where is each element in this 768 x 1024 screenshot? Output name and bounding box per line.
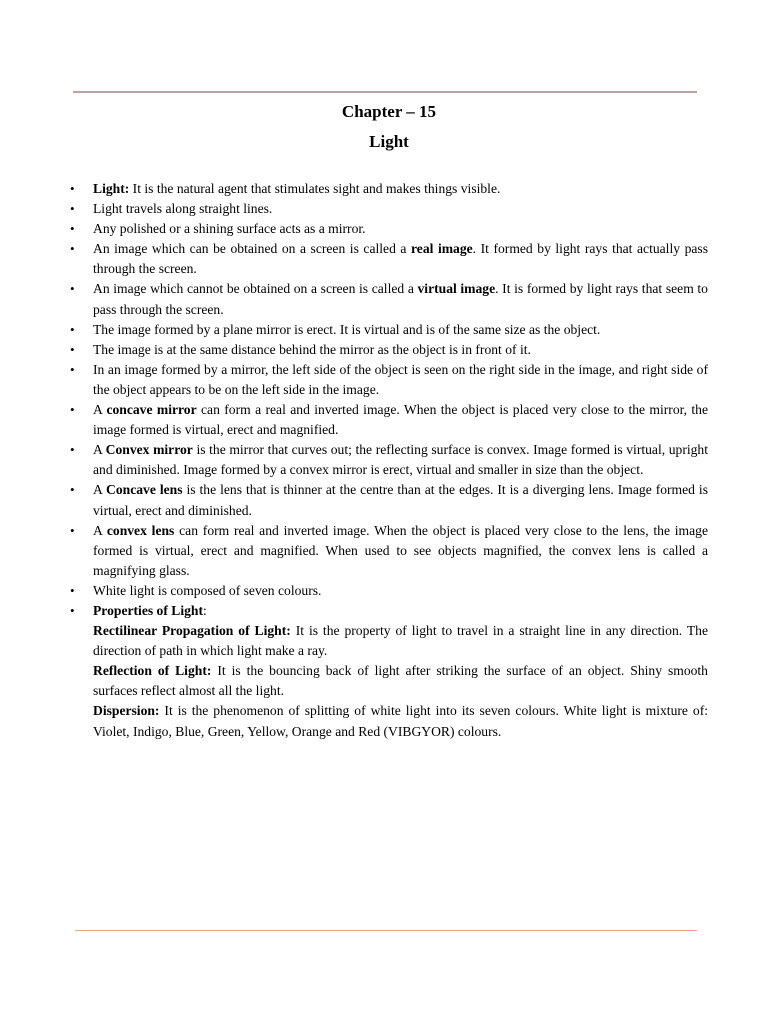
list-item [70, 239, 708, 279]
list-item-text [93, 342, 531, 357]
bold-term: Properties of Light [93, 602, 203, 618]
property-paragraph [93, 661, 708, 701]
text-run: . It formed by light rays that actually pass through the screen. [93, 241, 708, 277]
bold-term: Rectilinear Propagation of Light: [93, 623, 291, 639]
footer-rule [75, 930, 697, 931]
bold-term: convex lens [106, 522, 175, 538]
bold-term: virtual image [417, 281, 496, 297]
list-item [70, 199, 708, 219]
property-paragraph [93, 701, 708, 741]
list-item-text [93, 583, 321, 598]
list-item [70, 581, 708, 601]
bold-term: Concave lens [106, 482, 183, 498]
list-item-text [93, 281, 708, 316]
list-item [70, 219, 708, 239]
list-item-text [93, 603, 207, 618]
list-item [70, 340, 708, 360]
text-run: is the lens that is thinner at the centre than at the edges. It is a diverging lens. Image formed is virtual, erect and diminished. [93, 482, 708, 518]
text-run: can form a real and inverted image. When the object is placed very close to the mirror, the image formed is virtual, erect and magnified. [93, 402, 709, 438]
list-item [70, 480, 708, 520]
list-item [70, 601, 708, 742]
text-run: It is the phenomenon of splitting of white light into its seven colours. White light is mixture of: Violet, Indigo, Blue, Green, Yellow, Orange and Red (VIBGYOR) colours. [93, 703, 708, 739]
bold-term: Light: [93, 181, 130, 196]
list-item-text [93, 482, 708, 517]
text-run: White light is composed of seven colours. [93, 582, 322, 598]
text-run: Light travels along straight lines. [93, 201, 273, 217]
text-run: It is the property of light to travel in a straight line in any direction. The direction of path in which light make a ray. [93, 623, 708, 659]
list-item-text [93, 221, 366, 236]
list-item-text [93, 442, 708, 477]
text-run: It is the natural agent that stimulates sight and makes things visible. [129, 181, 501, 196]
bold-term: Convex mirror [105, 442, 193, 458]
text-run: It is the bouncing back of light after striking the surface of an object. Shiny smooth surfaces reflect almost all the light. [93, 663, 708, 699]
list-item-text [93, 523, 708, 578]
bold-term: real image [411, 241, 473, 257]
list-item-text [93, 402, 708, 437]
list-item [70, 521, 708, 581]
bold-term: Reflection of Light: [93, 663, 212, 679]
text-run: In an image formed by a mirror, the left side of the object is seen on the right side in the image, and right side of the object appears to be on the left side in the image. [93, 361, 708, 397]
list-item-text [93, 241, 708, 276]
text-run: A [93, 442, 106, 458]
list-item-text [93, 362, 708, 397]
list-item [70, 400, 708, 440]
text-run: : [203, 602, 207, 618]
chapter-title: Light [369, 132, 409, 151]
text-run: A [93, 522, 107, 538]
list-item-text [93, 322, 600, 337]
list-item-text [93, 201, 272, 216]
chapter-heading: Chapter – 15 [341, 102, 437, 121]
text-run: A [93, 402, 107, 418]
property-paragraph [93, 621, 708, 661]
text-run: The image is at the same distance behind the mirror as the object is in front of it. [93, 341, 531, 357]
text-run: is the mirror that curves out; the reflecting surface is convex. Image formed is virtual, upright and diminished. Image formed by a convex mirror is erect, virtual and smaller in size than the object. [93, 442, 709, 478]
text-run: . It is formed by light rays that seem to pass through the screen. [93, 281, 708, 317]
list-item [70, 320, 708, 340]
text-run: can form real and inverted image. When the object is placed very close to the lens, the image formed is virtual, erect and magnified. When used to see objects magnified, the convex lens is called a magnifying glass. [93, 522, 708, 578]
list-item-text [93, 181, 500, 196]
header-rule [73, 91, 697, 93]
text-run: A [93, 482, 107, 498]
bullet-list [70, 179, 708, 742]
bold-term: concave mirror [106, 402, 197, 418]
list-item [70, 360, 708, 400]
list-item [70, 179, 708, 199]
text-run: An image which cannot be obtained on a screen is called a [93, 281, 418, 297]
text-run: The image formed by a plane mirror is erect. It is virtual and is of the same size as the object. [93, 321, 601, 337]
text-run: An image which can be obtained on a screen is called a [93, 241, 411, 257]
list-item [70, 440, 708, 480]
text-run: Any polished or a shining surface acts as a mirror. [93, 221, 366, 237]
bold-term: Dispersion: [93, 703, 160, 719]
list-item [70, 279, 708, 319]
